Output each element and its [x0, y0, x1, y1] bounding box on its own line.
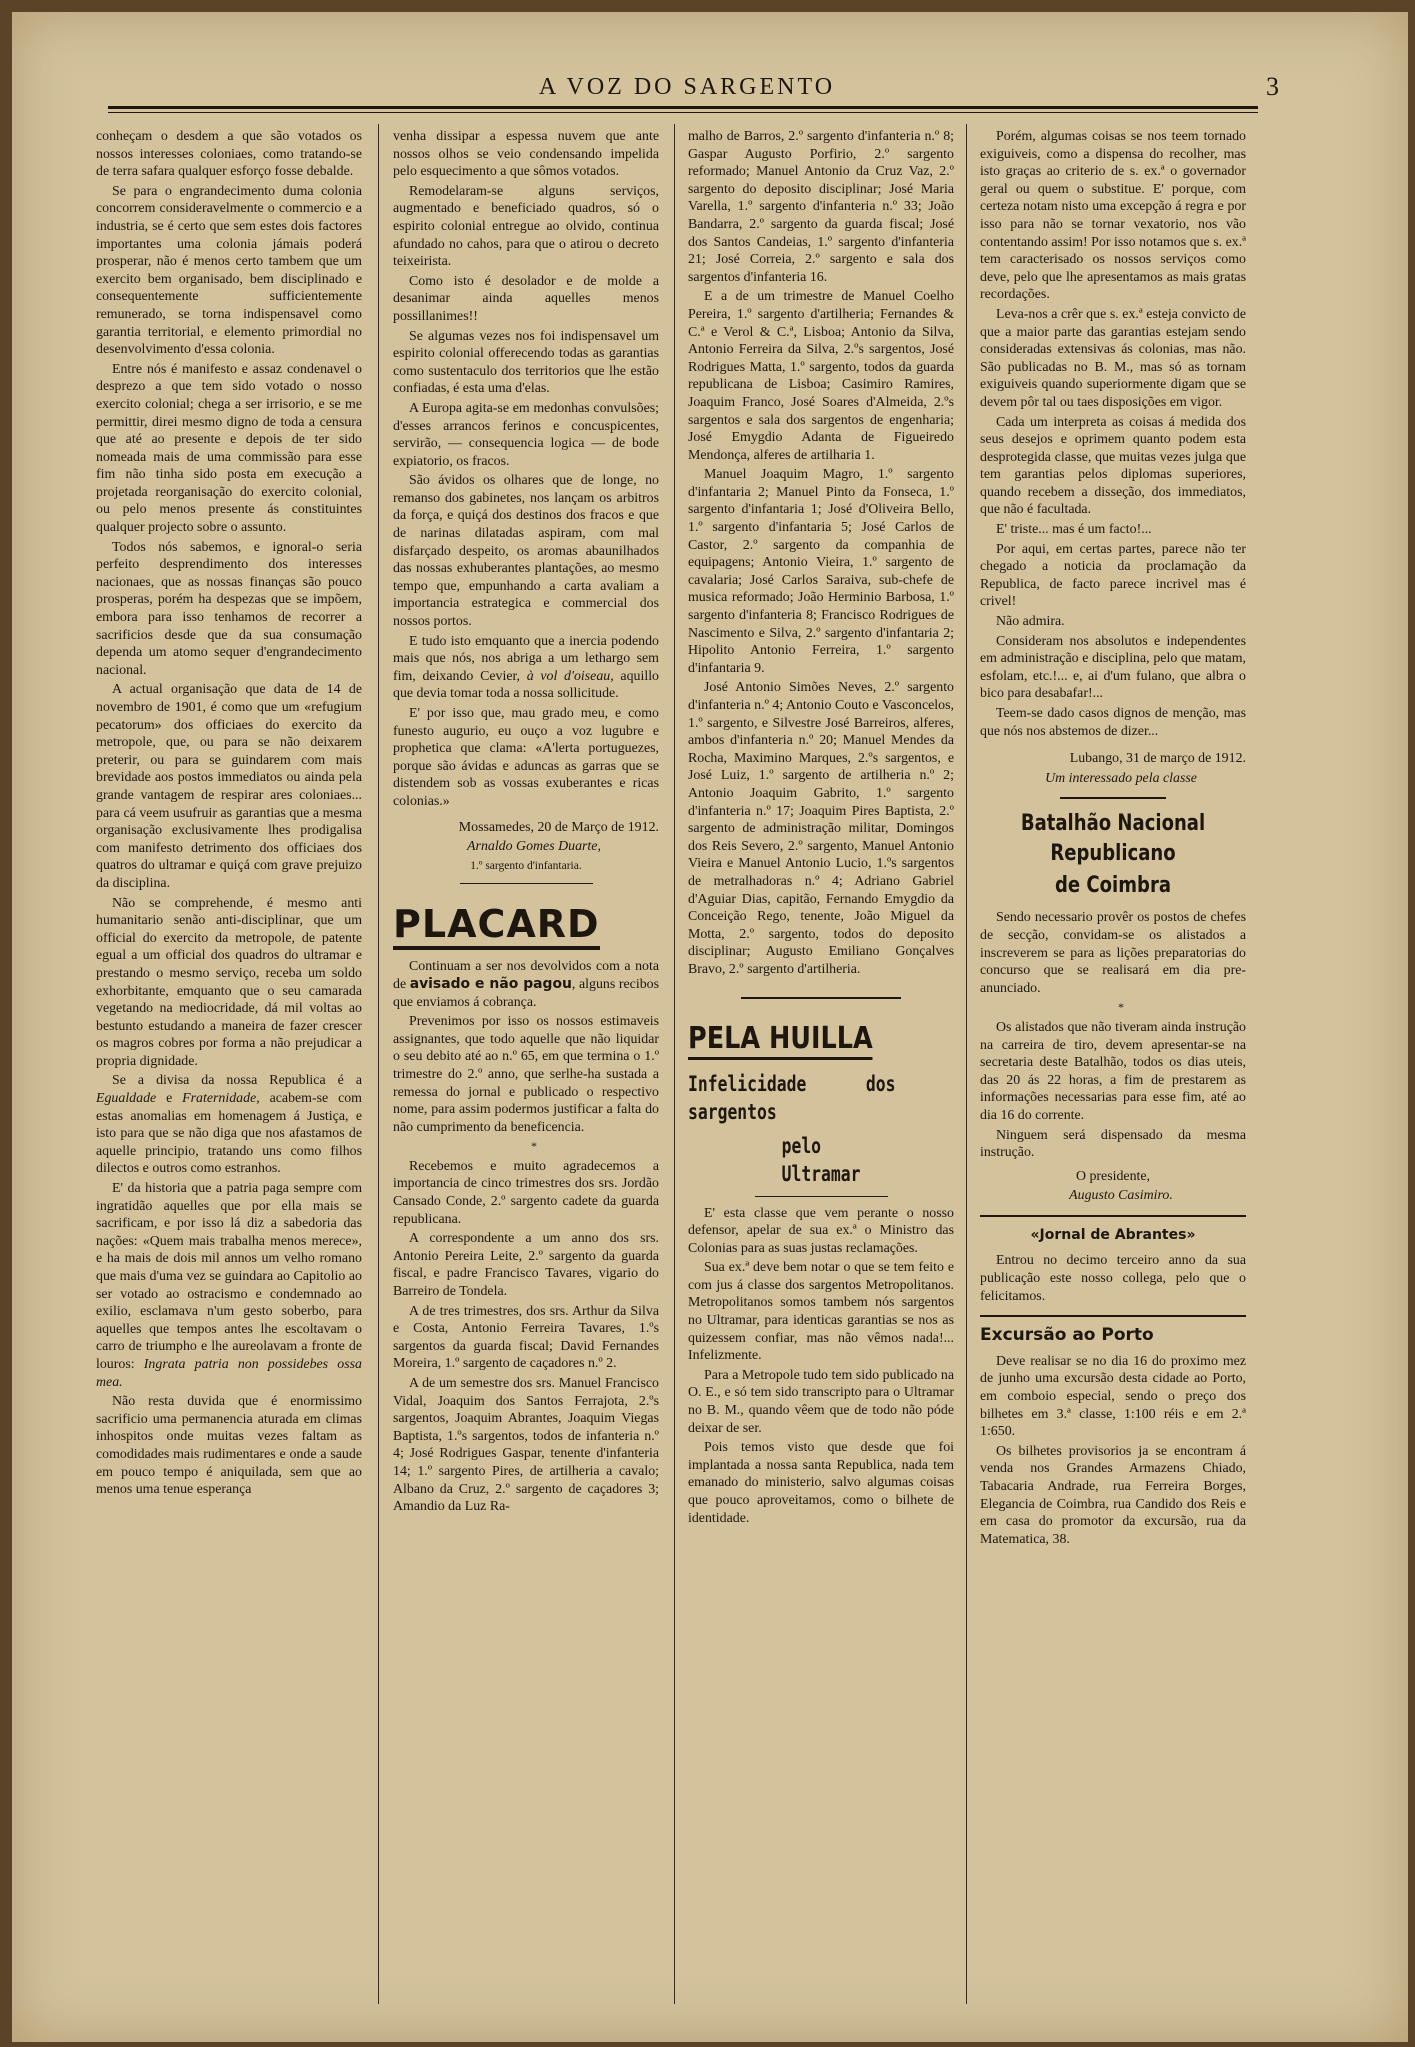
- excursao-heading: Excursão ao Porto: [980, 1325, 1154, 1346]
- text: Continuam a ser nos devolvidos com a nota de: [393, 959, 659, 992]
- paragraph: Sendo necessario provêr os postos de chefes de secção, convidam-se os alistados a inscreverem se para as lições preparatorias do concurso que se realisará em dia pre-anunciado.: [980, 910, 1246, 996]
- paragraph: Porém, algumas coisas se nos teem tornado exiguiveis, como a dispensa do recolher, mas isto graças ao criterio de s. ex.ª o governador geral ou quem o substitue. E' porque, com certeza notam nisto uma excepção á regra e por isso para não se tornar vexatorio, nos vão contentando assim! Por isso notamos que s. ex.ª tem caracterisado os nossos serviços como deve, pelo que lhe apresentamos as mais gratas recordações.: [980, 129, 1246, 303]
- page-number: 3: [1266, 72, 1282, 101]
- paragraph: Não admira.: [996, 614, 1065, 630]
- paragraph: [393, 633, 659, 703]
- paragraph: [96, 1072, 362, 1178]
- paragraph: Pois temos visto que desde que foi implantada a nossa santa Republica, nada tem emanado do ministerio, salvo algumas coisas que pouco aproveitamos, como o bilhete de identidade.: [688, 1440, 954, 1526]
- text: , acabem-se com estas anomalias em homenagem á Justiça, e isto para que se não diga que nos afastamos de aquelle principio, tratando uns como filhos dilectos e outros como estranhos.: [96, 1091, 362, 1177]
- paragraph: José Antonio Simões Neves, 2.º sargento d'infanteria n.º 4; Antonio Couto e Vasconcelos, 1.º sargento, e Silvestre José Barreiros, alferes, ambos d'infanteria n.º 20; Manuel Mendes da Rocha, Maximino Marques, 2.ºs sargentos, e José Luiz, 1.º sargento de artilheria n.º 2; Antonio Joaquim Gabrito, 1.º sargento d'infanteria n.º 17; Joaquim Pires Baptista, 2.º sargento de administração militar, Domingos dos Reis Severo, 2.º sargento, Manuel Antonio Vieira e Manuel Antonio Lucio, 1.ºs sargentos de metralhadoras n.º 4; Adriano Gabriel d'Aguiar Dias, capitão, Fernando Emygdio da Conceição Rego, tenente, João Miguel da Motta, 2.º sargento, todos do deposito disciplinar; Augusto Emiliano Gonçalves Bravo, 2.º sargento d'artilheria.: [688, 680, 954, 977]
- article-subheading-2: pelo Ultramar: [781, 1133, 861, 1186]
- placard-heading: PLACARD: [393, 902, 600, 950]
- paragraph: Sua ex.ª deve bem notar o que se tem feito e com jus á classe dos sargentos Metropolitanos. Metropolitanos somos tambem nós sargentos no Ultramar, para identicas garantias se nos as quizessem confiar, mas não vêmos nada!... Infelizmente.: [688, 1260, 954, 1364]
- paragraph: E a de um trimestre de Manuel Coelho Pereira, 1.º sargento d'artilheria; Fernandes & C.ª e Verol & C.ª, Lisboa; Antonio da Silva, Antonio Ferreira da Silva, 2.ºs sargentos, José Rodrigues Matta, 1.º sargento, todos da guarda republicana de Lisboa; Casimiro Ramires, Joaquim Franco, José Soares d'Almeida, 2.ºs sargentos e sala dos sargentos de engenharia; José Emygdio Adanta de Figueiredo Mendonça, alferes de artilharia 1.: [688, 289, 954, 463]
- paragraph: Entrou no decimo terceiro anno da sua publicação este nosso collega, pelo que o felicitamos.: [980, 1253, 1246, 1304]
- column-4: [980, 128, 1246, 2008]
- column-2: [393, 128, 659, 2008]
- president-name: Augusto Casimiro.: [1069, 1188, 1173, 1204]
- paragraph: Não se comprehende, é mesmo anti humanitario senão anti-disciplinar, que um official do exercito da metropole, de patente egual a um official dos quadros do ultramar e prestando o mesmo serviço, receba um soldo exhorbitante, emquanto que o seu camarada vegetando na mediocridade, dá mil voltas ao bestunto estudando a maneira de fazer crescer os magros cobres por forma a não prejudicar a propria dignidade.: [96, 895, 362, 1069]
- paragraph: malho de Barros, 2.º sargento d'infanteria n.º 8; Gaspar Augusto Porfirio, 2.º sargento reformado; Manuel Antonio da Cruz Vaz, 2.º sargento do deposito disciplinar; José Maria Varella, 1.º sargento d'infanteria n.º 33; João Bandarra, 2.º sargento da guarda fiscal; José dos Santos Candeias, 1.º sargento d'infanteria 21; José Correia, 2.º sargento e sala dos sargentos d'infanteria 16.: [688, 129, 954, 285]
- text: Se a divisa da nossa Republica é a: [112, 1073, 362, 1089]
- divider: [980, 1215, 1246, 1217]
- paragraph: Deve realisar se no dia 16 do proximo mez de junho uma excursão desta cidade ao Porto, em comboio especial, sendo o preço dos bilhetes em 3.ª classe, 1:100 réis e em 2.ª 1:650.: [980, 1353, 1246, 1440]
- paragraph: Ninguem será dispensado da mesma instrução.: [980, 1127, 1246, 1161]
- paragraph: Todos nós sabemos, e ignoral-o seria perfeito desprendimento dos interesses nacionaes, que as nossas finanças são pouco prosperas, porém ha despezas que se impõem, embora para isso tenhamos de recorrer a sacrificios desde que da sua consumação dependa um atomo sequer d'engrandecimento nacional.: [96, 539, 362, 678]
- author-rank: 1.º sargento d'infantaria.: [470, 859, 582, 872]
- paragraph: [393, 958, 659, 1011]
- column-separator: [674, 124, 675, 2004]
- paragraph: Para a Metropole tudo tem sido publicado na O. E., e só tem sido transcripto para o Ultramar no B. M., quando vêem que de todo não póde deixar de ser.: [688, 1367, 954, 1436]
- paragraph: A actual organisação que data de 14 de novembro de 1901, é como que um «refugium pecatorum» dos officiaes do exercito da metropole, que, ou para se não deixarem preterir, ou para se guindarem com mais brevidade aos postos immediatos ou ainda pela grande vantagem de respirar ares coloniaes... para cá veem usufruir as garantias que a mesma organisação exclusivamente lhes prodigalisa com manifesto detrimento dos officiaes dos quatros do ultramar e quiçá com grave prejuizo da disciplina.: [96, 682, 362, 891]
- divider: [755, 1196, 888, 1197]
- bold-text: avisado e não pagou: [409, 975, 572, 992]
- paragraph: Não resta duvida que é enormissimo sacrificio uma permanencia aturada em climas inhospitos onde muitas vezes faltam as comodidades mais rudimentares e onde a saude em pouco tempo é aniquilada, sem que ao menos uma tenue esperança: [96, 1394, 362, 1498]
- paragraph: [96, 1180, 362, 1391]
- dateline: Mossamedes, 20 de Março de 1912.: [458, 819, 659, 835]
- italic-text: à vol d'oiseau: [526, 668, 611, 684]
- paragraph: Remodelaram-se alguns serviços, augmentado e beneficiado quadros, só o espirito colonial entregue ao olvido, continua afundado no cahos, para que o atirou o decreto teixeirista.: [393, 183, 659, 270]
- paragraph: A de um semestre dos srs. Manuel Francisco Vidal, Joaquim dos Santos Ferrajota, 2.ºs sargentos, Joaquim Abrantes, Joaquim Viegas Baptista, 1.ºs sargentos, todos de infanteria n.º 4; José Rodrigues Gaspar, tenente d'infanteria 14; 1.º sargento Pires, de artilheria a cavalo; Albano da Cruz, 2.º sargento de caçadores 3; Amandio da Luz Ra-: [393, 1376, 659, 1515]
- jornal-heading: «Jornal de Abrantes»: [1030, 1226, 1196, 1243]
- divider: [460, 883, 593, 884]
- paragraph: A de tres trimestres, dos srs. Arthur da Silva e Costa, Antonio Ferreira Tavares, 1.ºs sargentos da guarda fiscal; David Fernandes Moreira, 1.º sargento de caçadores n.º 2.: [393, 1303, 659, 1372]
- latin-quote: Ingrata patria non possidebes ossa mea.: [96, 1356, 362, 1390]
- text: e: [156, 1091, 183, 1107]
- divider: [741, 997, 901, 999]
- column-separator: [378, 124, 379, 2004]
- paragraph: E' esta classe que vem perante o nosso defensor, apelar de sua ex.ª o Ministro das Colonias para as suas justas reclamações.: [688, 1205, 954, 1256]
- asterisk-divider: *: [531, 1139, 537, 1154]
- paragraph: A correspondente a um anno dos srs. Antonio Pereira Leite, 2.º sargento da guarda fiscal, e padre Francisco Tavares, vigario do Barreiro de Tondela.: [393, 1231, 659, 1300]
- column-separator: [966, 124, 967, 2004]
- masthead-rule: [108, 106, 1258, 109]
- paragraph: conheçam o desdem a que são votados os nossos interesses coloniaes, como tratando-se de terra safara qualquer esforço fosse debalde.: [96, 129, 362, 180]
- paragraph: Os bilhetes provisorios ja se encontram á venda nos Grandes Armazens Chiado, Tabacaria Andrade, rua Ferreira Borges, Elegancia de Coimbra, rua Candido dos Reis e em casa do promotor da excursão, rua da Matematica, 38.: [980, 1443, 1246, 1547]
- paragraph: A Europa agita-se em medonhas convulsões; d'esses arrancos ferinos e concuspicentes, servirão, — consequencia logica — de bode expiatorio, os fracos.: [393, 400, 659, 469]
- paragraph: Por aqui, em certas partes, parece não ter chegado a noticia da proclamação da Republica, de facto parece incrivel mas é crivel!: [980, 541, 1246, 610]
- author-name: Arnaldo Gomes Duarte,: [467, 839, 601, 855]
- text: E tudo isto emquanto que a inercia podendo mais que nós, nos abriga a um lethargo sem fim, deixando Cevier,: [393, 633, 659, 684]
- italic-text: Fraternidade: [182, 1091, 257, 1107]
- paragraph: Se algumas vezes nos foi indispensavel um espirito colonial offerecendo todas as garantias como sustentaculo dos territorios que lhe estão confiadas, é esta uma d'elas.: [393, 328, 659, 397]
- asterisk-divider: *: [1118, 1000, 1124, 1015]
- paragraph: Prevenimos por isso os nossos estimaveis assignantes, que todo aquelle que não liquidar o seu debito até ao n.º 65, em que termina o 1.º trimestre do 2.º anno, que serlhe-ha sustada a remessa do jornal e publicado o respectivo nome, para assim podermos justificar a falta do não cumprimento da beneficencia.: [393, 1014, 659, 1135]
- paragraph: E' triste... mas é um facto!...: [996, 522, 1152, 538]
- paragraph: Os alistados que não tiveram ainda instrução na carreira de tiro, devem apresentar-se na secretaria deste Batalhão, todos os dias uteis, das 20 ás 22 horas, a fim de prestarem as informações necessarias para esse fim, até ao dia 16 do corrente.: [980, 1019, 1246, 1123]
- paragraph: São ávidos os olhares que de longe, no remanso dos gabinetes, nos lançam os arbitros da força, e quiçá dos destinos dos fracos e que de narinas dilatadas aspiram, com mal disfarçado despeito, os aromas abaunilhados das nossas exhuberantes plantações, ao mesmo tempo que, empunhando a carta avaliam a importancia estrategica e commercial dos nossos portos.: [393, 473, 659, 630]
- text: E' da historia que a patria paga sempre com ingratidão aquelles que por ella mais se sacrificam, e por isso lá diz a sabedoria das nações: «Quem mais trabalha menos merece», e ha mais de dois mil annos um velho romano que mais d'uma vez se guindara ao Capitolio ao ser votado ao ostracismo e condemnado ao exilio, esclamava n'um gesto soberbo, para aquelles que tempos antes lhe escoltavam o carro de triumpho e lhe aureolavam a fronte de louros:: [96, 1181, 362, 1372]
- paragraph: Recebemos e muito agradecemos a importancia de cinco trimestres dos srs. Jordão Cansado Conde, 2.º sargento cadete da guarda republicana.: [393, 1158, 659, 1227]
- italic-text: Egualdade: [96, 1091, 157, 1107]
- paragraph: E' por isso que, mau grado meu, e como funesto augurio, eu ouço a voz lugubre e prophetica que clama: «A'lerta portuguezes, porque são ávidas e aduncas as garras que se distendem sob as vossas exuberantes e ricas colonias.»: [393, 706, 659, 809]
- signature: Um interessado pela classe: [1045, 770, 1197, 786]
- batalhao-heading: Batalhão Nacional Republicano: [1020, 811, 1206, 867]
- paragraph: Teem-se dado casos dignos de menção, mas que nós nos abstemos de dizer...: [980, 706, 1246, 739]
- pela-huilla-heading: PELA HUILLA: [688, 1021, 873, 1060]
- dateline: Lubango, 31 de março de 1912.: [1069, 751, 1246, 767]
- text: , alguns recibos que enviamos á cobrança.: [393, 976, 659, 1010]
- paragraph: Leva-nos a crêr que s. ex.ª esteja convicto de que a maior parte das garantias estejam sendo consideradas extensivas ás colonias, mas não. São publicadas no B. M., mas só as tornam exiguiveis quando superiormente digam que se devem pôr tal ou taes disposições em vigor.: [980, 306, 1246, 410]
- paragraph: venha dissipar a espessa nuvem que ante nossos olhos se veio condensando impelida pelo esquecimento a que sômos votados.: [393, 129, 659, 180]
- newspaper-title: A VOZ DO SARGENTO: [538, 74, 836, 100]
- batalhao-heading-2: de Coimbra: [1054, 873, 1172, 899]
- divider: [1060, 797, 1166, 799]
- paragraph: Cada um interpreta as coisas á medida dos seus desejos e oprimem quanto podem esta desprotegida classe, que muitas vezes julga que tem garantias pelos diplomas superiores, quando recebem a disseção, dos immediatos, que não é facultada.: [980, 414, 1246, 518]
- article-subheading: Infelicidade dos sargentos: [688, 1071, 896, 1124]
- column-3: [688, 128, 954, 2008]
- president-title: O presidente,: [1075, 1168, 1151, 1184]
- paragraph: Consideram nos absolutos e independentes em administração e disciplina, pelo que matam, esfolam, etc.!... e, ai d'um fulano, que albra o bico para desabafar!...: [980, 633, 1246, 702]
- column-1: [96, 128, 362, 2008]
- masthead: [102, 70, 1282, 110]
- masthead-rule-thin: [108, 112, 1258, 113]
- divider: [980, 1315, 1246, 1317]
- text: , aquillo que devia tomar toda a nossa sollicitude.: [393, 668, 659, 702]
- paragraph: Como isto é desolador e de molde a desanimar ainda aquelles menos possillanimes!!: [393, 273, 659, 324]
- paragraph: Manuel Joaquim Magro, 1.º sargento d'infantaria 2; Manuel Pinto da Fonseca, 1.º sargento d'infantaria 1; José d'Oliveira Bello, 1.º sargento d'infantaria 5; José Carlos de Castor, 2.º sargento da companhia de equipagens; Antonio Vieira, 1.º sargento de cavalaria; José Carlos Saraiva, sub-chefe de musica reformado; João Herminio Barbosa, 1.º sargento d'infanteria 8; Francisco Rodrigues de Nascimento e Silva, 2.º sargento d'infantaria 2; Hipolito Antonio Ferreira, 1.º sargento d'infantaria 9.: [688, 467, 954, 676]
- paragraph: Se para o engrandecimento duma colonia concorrem consideravelmente o commercio e a industria, se é certo que sem estes dois factores importantes uma colonia jámais poderá prosperar, não é menos certo tambem que um exercito bem organisado, bem disciplinado e consequentemente sufficientemente remunerado, se torna indispensavel como garantia territorial, e elemento primordial no desenvolvimento d'essa colonia.: [96, 183, 362, 358]
- paragraph: Entre nós é manifesto e assaz condenavel o desprezo a que tem sido votado o nosso exercito colonial; chega a ser irrisorio, e se me permittir, direi mesmo digno de toda a censura que até ao presente e depois de ter sido nomeada mais de uma commissão para esse fim não tinha sido posta em execução a projetada reorganisação do exercito colonial, ou pelo menos presente ás constituintes qualquer projecto sobre o assunto.: [96, 361, 362, 536]
